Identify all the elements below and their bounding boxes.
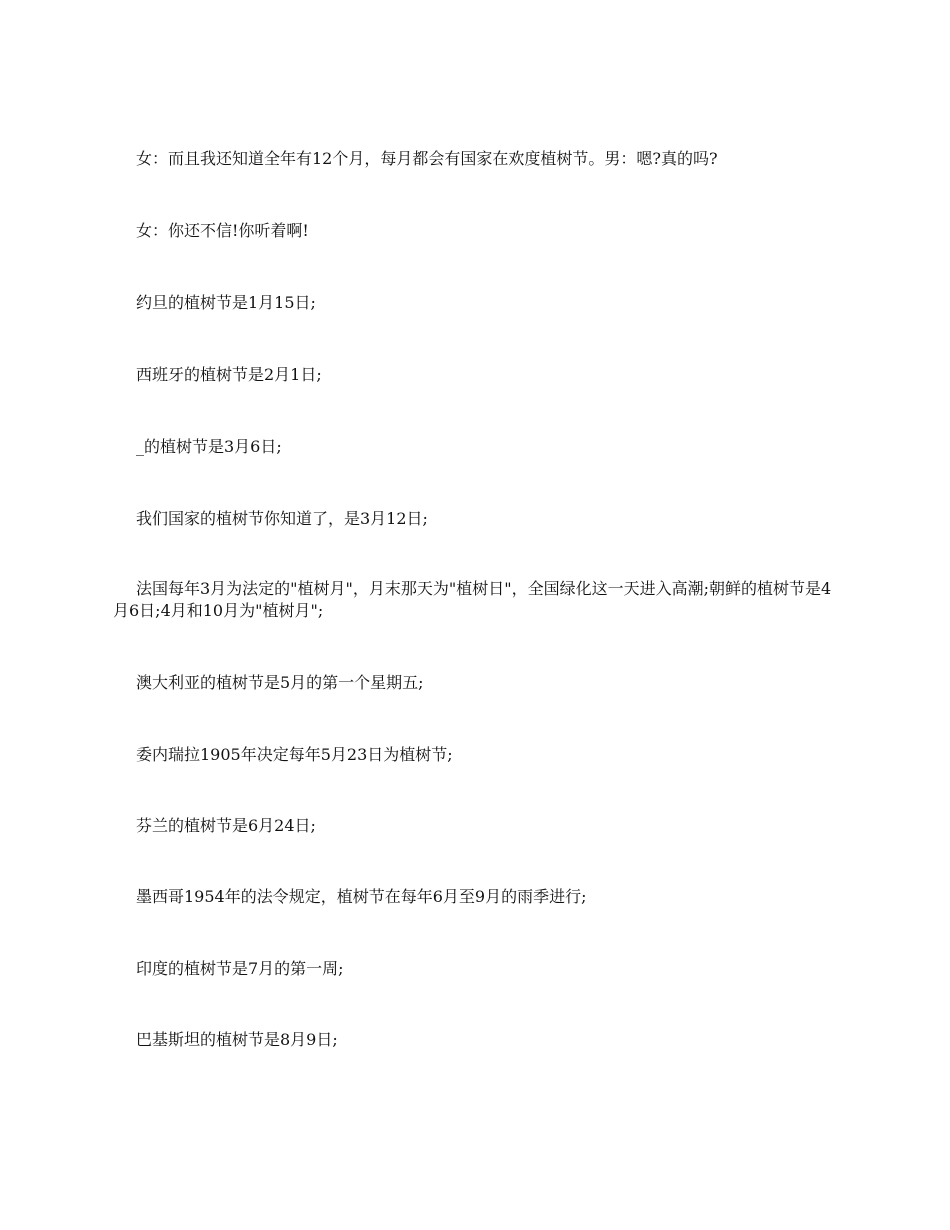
paragraph-india: 印度的植树节是7月的第一周; — [136, 959, 344, 978]
paragraph-finland: 芬兰的植树节是6月24日; — [136, 816, 316, 835]
paragraph-pakistan: 巴基斯坦的植树节是8月9日; — [136, 1030, 338, 1049]
paragraph-france-korea: 法国每年3月为法定的"植树月"，月末那天为"植树日"，全国绿化这一天进入高潮;朝鲜的植树节是4月6日;4月和10月为"植树月"; — [113, 579, 832, 620]
paragraph-blank-country: _的植树节是3月6日; — [136, 437, 282, 456]
paragraph-mexico: 墨西哥1954年的法令规定，植树节在每年6月至9月的雨季进行; — [136, 887, 587, 906]
paragraph-spain: 西班牙的植树节是2月1日; — [136, 365, 322, 384]
paragraph-jordan: 约旦的植树节是1月15日; — [136, 293, 316, 312]
paragraph-venezuela: 委内瑞拉1905年决定每年5月23日为植树节; — [136, 745, 453, 764]
paragraph-australia: 澳大利亚的植树节是5月的第一个星期五; — [136, 673, 424, 692]
paragraph-china: 我们国家的植树节你知道了，是3月12日; — [136, 509, 428, 528]
paragraph-twelve-months: 女：而且我还知道全年有12个月，每月都会有国家在欢度植树节。男：嗯?真的吗? — [136, 149, 718, 168]
paragraph-listen: 女：你还不信!你听着啊! — [136, 221, 309, 240]
